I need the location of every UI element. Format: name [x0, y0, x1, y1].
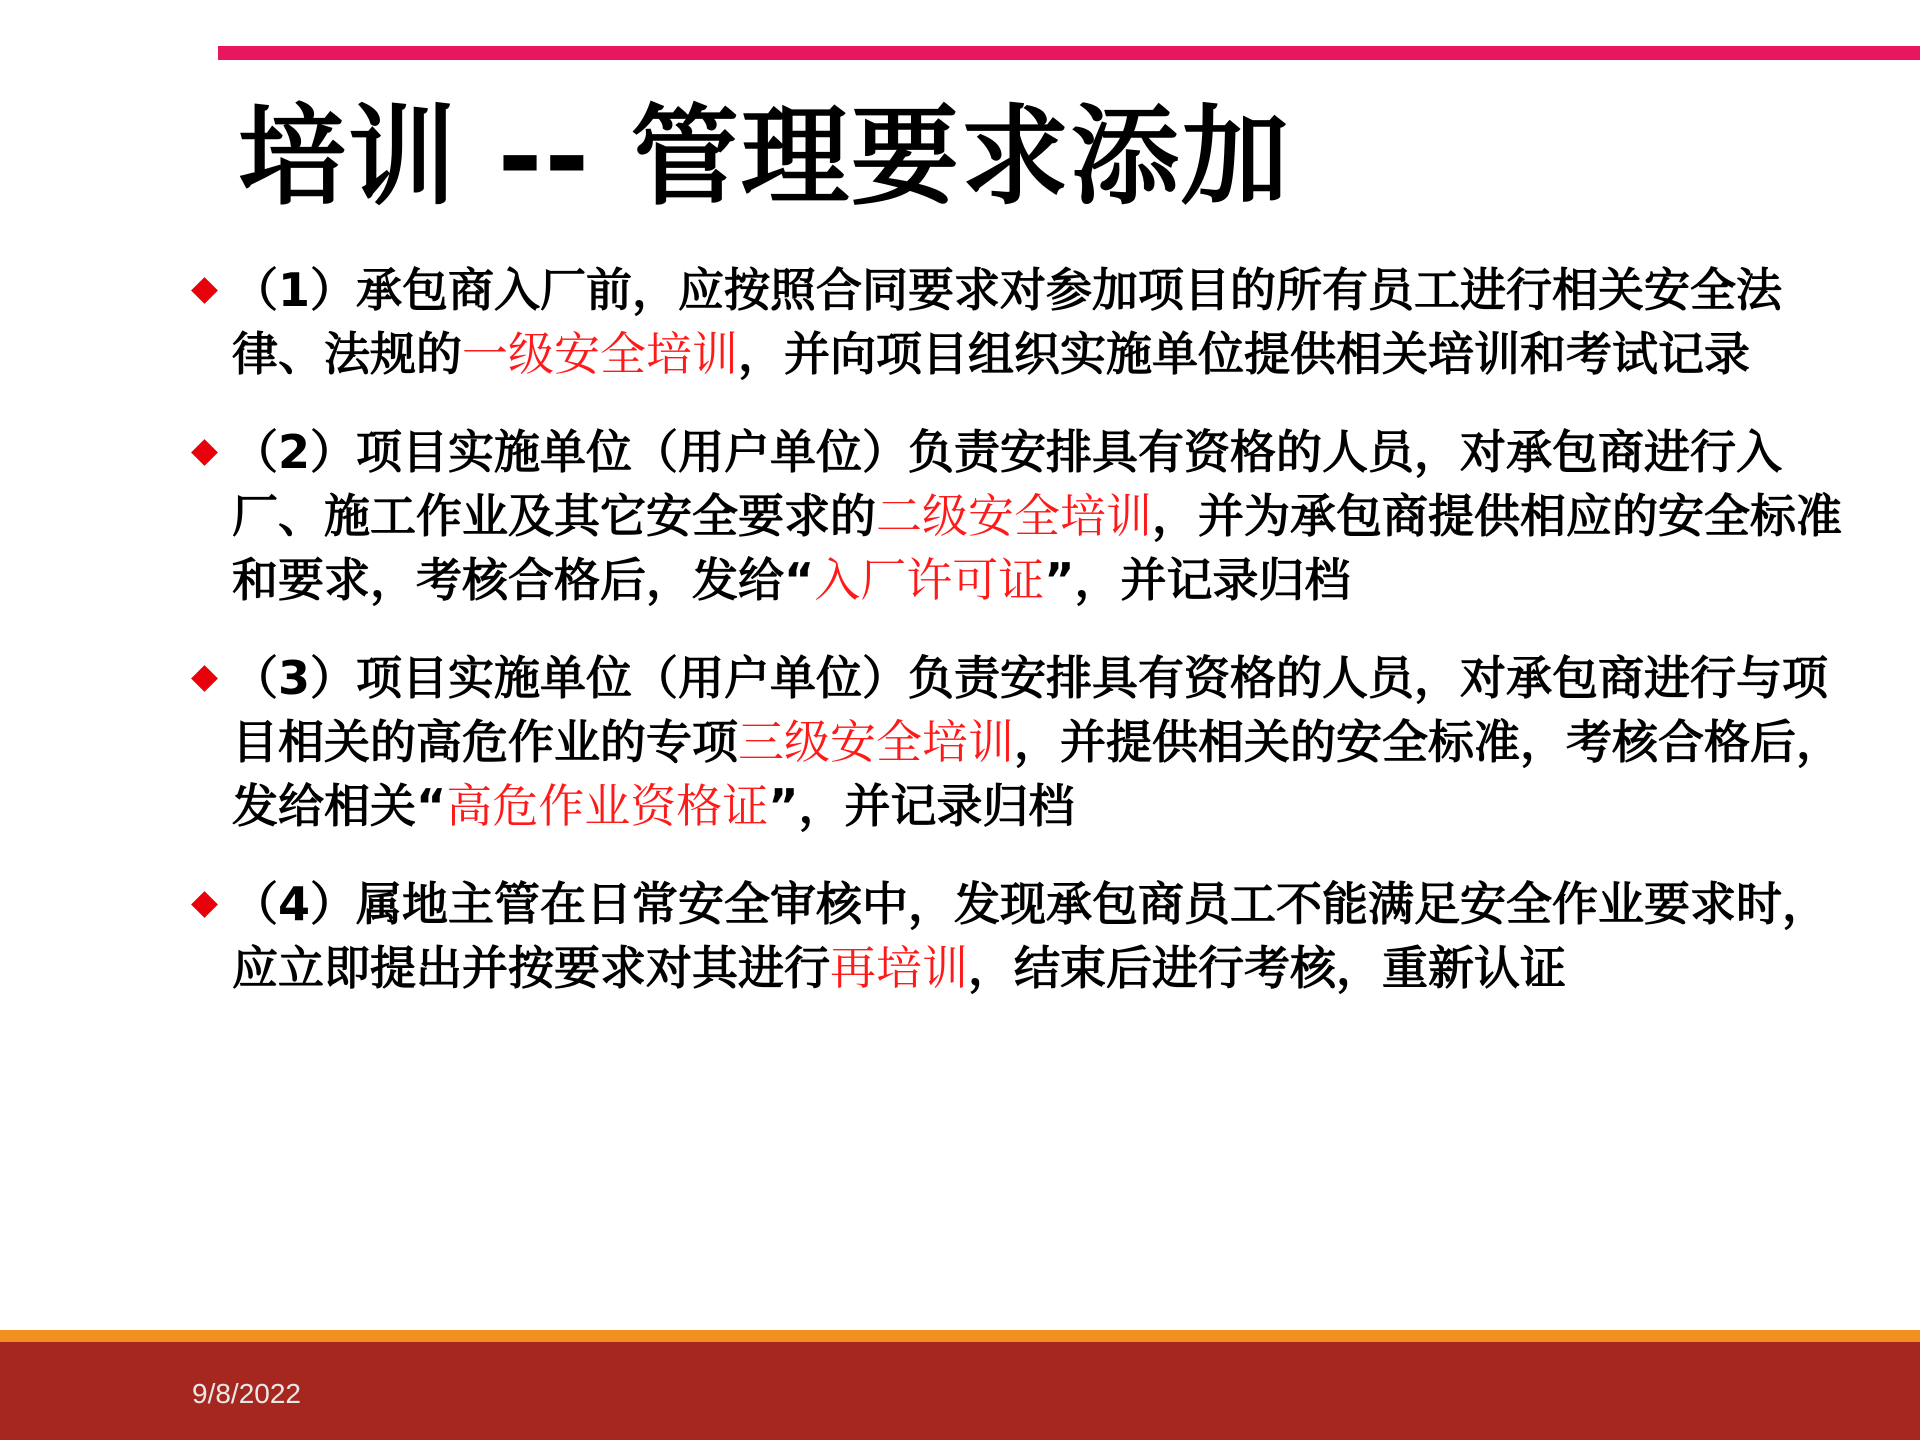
highlight-text: 入厂许可证: [814, 553, 1045, 607]
bullet-text: ，结束后进行考核，重新认证: [968, 941, 1566, 995]
bullet-item-3: [190, 646, 1850, 838]
highlight-text: 一级安全培训: [462, 327, 738, 381]
bullet-text: ，并为承包商提供相应的安全标准和要求，考核合格后，发给“: [232, 489, 1842, 607]
bullet-text: （4）属地主管在日常安全审核中，发现承包商员工不能满足安全作业要求时，应立即提出并按要求对其进行: [232, 877, 1829, 995]
diamond-bullet-icon: [190, 276, 218, 304]
footer-accent-stripe: [0, 1330, 1920, 1342]
highlight-text: 再培训: [830, 941, 968, 995]
bullet-list: [190, 258, 1850, 1034]
highlight-text: 三级安全培训: [738, 715, 1014, 769]
bullet-text: （2）项目实施单位（用户单位）负责安排具有资格的人员，对承包商进行入厂、施工作业及其它安全要求的: [232, 425, 1783, 543]
bullet-text: （1）承包商入厂前，应按照合同要求对参加项目的所有员工进行相关安全法律、法规的: [232, 263, 1783, 381]
slide-title: 培训 -- 管理要求添加: [238, 95, 1291, 220]
diamond-bullet-icon: [190, 890, 218, 918]
footer-date: 9/8/2022: [192, 1378, 301, 1409]
bullet-item-1: [190, 258, 1850, 386]
bullet-text: ，并提供相关的安全标准，考核合格后，发给相关“: [232, 715, 1842, 833]
highlight-text: 高危作业资格证: [446, 779, 769, 833]
bullet-item-2: [190, 420, 1850, 612]
top-accent-rule: [218, 46, 1920, 60]
diamond-bullet-icon: [190, 664, 218, 692]
bullet-text: ”，并记录归档: [768, 779, 1075, 833]
bullet-text: ”，并记录归档: [1044, 553, 1351, 607]
diamond-bullet-icon: [190, 438, 218, 466]
bullet-text: （3）项目实施单位（用户单位）负责安排具有资格的人员，对承包商进行与项目相关的高危作业的专项: [232, 651, 1829, 769]
bullet-text: ，并向项目组织实施单位提供相关培训和考试记录: [738, 327, 1750, 381]
bullet-item-4: [190, 872, 1850, 1000]
highlight-text: 二级安全培训: [876, 489, 1152, 543]
